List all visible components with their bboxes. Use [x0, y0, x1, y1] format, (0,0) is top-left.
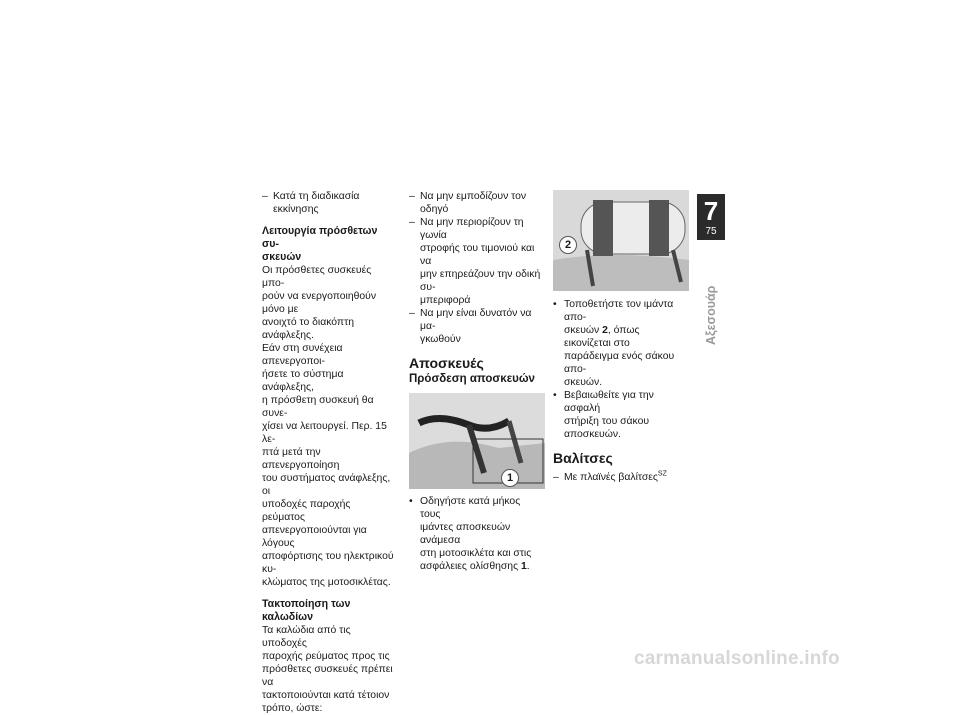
- heading-accessories-operation: Λειτουργία πρόσθετων συ- σκευών: [262, 225, 378, 263]
- column-2: [409, 190, 543, 573]
- dash-item-steering: – Να μην περιορίζουν τη γωνία στροφής του τιμονιού και να μην επηρεάζουν την οδική συ- μπεριφορά: [409, 217, 541, 306]
- section-heading-luggage: Αποσκευές: [409, 355, 484, 371]
- paragraph-accessories: Οι πρόσθετες συσκευές μπο- ρούν να ενεργοποιηθούν μόνο με ανοιχτό το διακόπτη ανάφλεξης. Εάν στη συνέχεια απενεργοποι- ήσετε το σύστημα ανάφλεξης, η πρόσθετη συσκευή θα συνε- χίσει να λειτουργεί. Περ. 15 λε- πτά μετά την απενεργοποίηση του συστήματος ανάφλεξης, οι υποδοχές παροχής ρεύματος απενεργοποιούνται για λόγους αποφόρτισης του ηλεκτρικού κυ- κλώματος της μοτοσικλέτας.: [262, 265, 394, 588]
- chapter-tab: [697, 194, 725, 240]
- chapter-number: 7: [703, 196, 719, 226]
- bullet-guide-straps: • Οδηγήστε κατά μήκος τους ιμάντες αποσκευών ανάμεσα στη μοτοσικλέτα και στις ασφάλειες ολίσθησης 1.: [409, 496, 532, 572]
- section-heading-cases: Βαλίτσες: [553, 450, 613, 466]
- dash-item-side-cases: – Με πλαϊνές βαλίτσες$^{SZ}$: [553, 470, 667, 483]
- subheading-luggage-strapping: Πρόσδεση αποσκευών: [409, 373, 535, 385]
- page-number: 75: [705, 226, 717, 237]
- bullet-check-secure: • Βεβαιωθείτε για την ασφαλή στήριξη του σάκου αποσκευών.: [553, 390, 654, 440]
- heading-cable-routing: Τακτοποίηση των καλωδίων: [262, 598, 351, 623]
- dash-item-rider: – Να μην εμποδίζουν τον οδηγό: [409, 191, 527, 215]
- callout-2: 2: [559, 236, 577, 254]
- photo-luggage-strap-hook: [409, 393, 545, 489]
- watermark-text: carmanualsonline.info: [634, 648, 840, 669]
- chapter-side-label: Αξεσουάρ: [704, 285, 718, 345]
- column-1: [262, 190, 396, 715]
- photo-luggage-bag: [553, 190, 689, 291]
- callout-1: 1: [501, 469, 519, 487]
- bullet-place-strap: • Τοποθετήστε τον ιμάντα απο- σκευών 2, όπως εικονίζεται στο παράδειγμα ενός σάκου απο- σκευών.: [553, 299, 675, 388]
- column-3: [553, 190, 689, 484]
- photo-drawing: [409, 393, 545, 489]
- dash-item-startup: – Κατά τη διαδικασία εκκίνησης: [262, 191, 360, 215]
- dash-item-pinching: – Να μην είναι δυνατόν να μα- γκωθούν: [409, 308, 532, 345]
- paragraph-cable-routing: Τα καλώδια από τις υποδοχές παροχής ρεύματος προς τις πρόσθετες συσκευές πρέπει να τακτοποιούνται κατά τέτοιον τρόπο, ώστε:: [262, 625, 393, 714]
